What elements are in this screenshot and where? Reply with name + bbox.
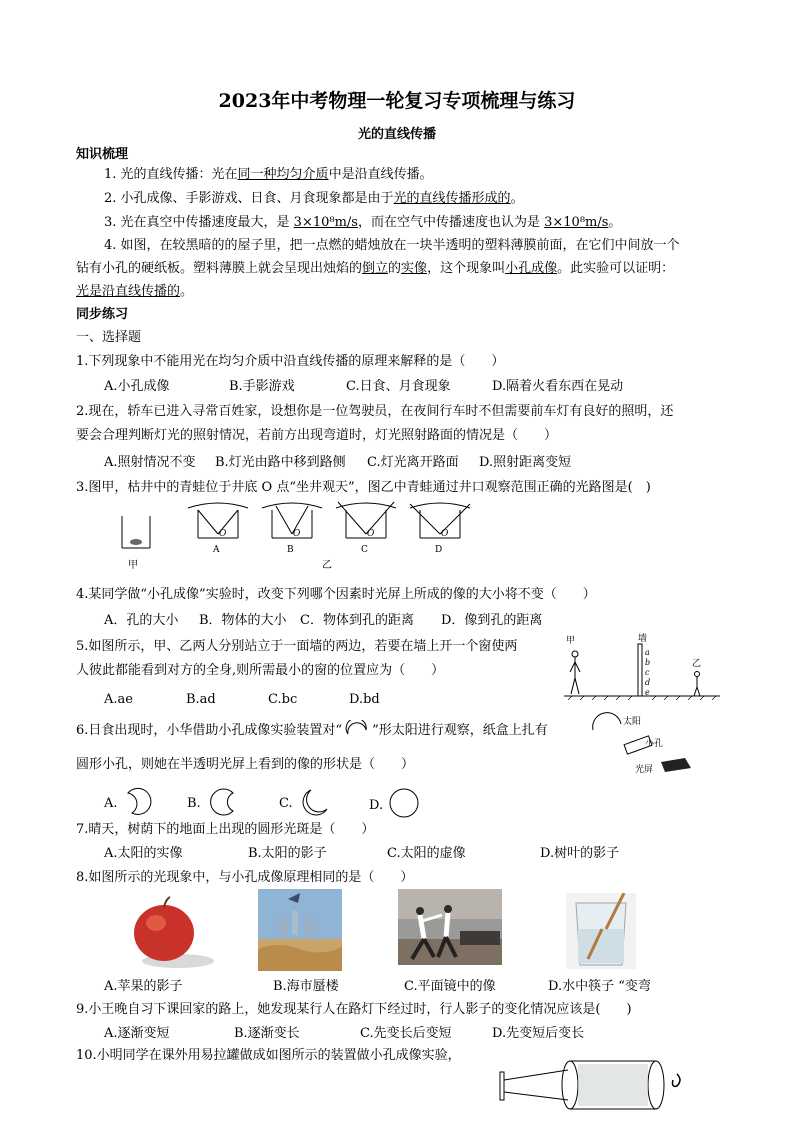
label-b: b	[645, 658, 651, 667]
q7-option-d[interactable]: D.树叶的影子	[540, 846, 620, 861]
question-1: 1.下列现象中不能用光在均匀介质中沿直线传播的原理来解释的是（ ）	[76, 354, 505, 369]
underlined-answer: 3×10⁸m/s	[293, 215, 358, 230]
underlined-answer: 倒立	[362, 261, 389, 276]
well-jia	[122, 516, 150, 571]
label-a: A	[213, 545, 220, 555]
crescent-left-icon	[122, 787, 156, 817]
page-title: 2023年中考物理一轮复习专项梳理与练习	[218, 90, 576, 112]
label-c: c	[645, 668, 650, 677]
q5-option-a[interactable]: A.ae	[104, 692, 133, 707]
q8-option-b[interactable]: B.海市蜃楼	[273, 979, 339, 994]
crescent-sun-icon	[342, 720, 372, 738]
mirror-photo	[398, 889, 502, 965]
q5-wall-diagram	[562, 632, 722, 702]
chopstick-in-water-photo	[566, 893, 636, 969]
question-8: 8.如图所示的光现象中，与小孔成像原理相同的是（ ）	[76, 870, 414, 885]
label-a: a	[645, 648, 650, 657]
text: 3. 光在真空中传播速度最大，是	[104, 215, 294, 230]
text: 2. 小孔成像、手影游戏、日食、月食现象都是由于	[104, 191, 394, 206]
question-7: 7.晴天，树荫下的地面上出现的圆形光斑是（ ）	[76, 822, 375, 837]
question-9: 9.小王晚自习下课回家的路上，她发现某行人在路灯下经过时，行人影子的变化情况应该是( )	[76, 1002, 632, 1017]
text: 6.日食出现时，小华借助小孔成像实验装置对“	[76, 723, 343, 738]
label-d: d	[645, 678, 651, 687]
knowledge-item-2	[104, 191, 524, 207]
q7-option-c[interactable]: C.太阳的虚像	[387, 846, 466, 861]
q6-apparatus-diagram	[585, 710, 700, 780]
text: 中是沿直线传播。	[328, 167, 433, 182]
label-yi: 乙	[322, 560, 332, 571]
label-jia: 甲	[566, 636, 576, 646]
q4-option-c[interactable]: C．物体到孔的距离	[300, 613, 414, 628]
q1-option-b[interactable]: B.手影游戏	[229, 379, 295, 394]
q2-option-a[interactable]: A.照射情况不变	[104, 455, 196, 470]
question-5-line2: 人彼此都能看到对方的全身,则所需最小的窗的位置应为（ ）	[76, 663, 445, 678]
well-b	[262, 503, 322, 555]
q5-option-c[interactable]: C.bc	[268, 692, 298, 707]
well-a	[188, 503, 248, 555]
text: ，而在空气中传播速度也认为是	[357, 215, 545, 230]
question-5-line1: 5.如图所示，甲、乙两人分别站立于一面墙的两边，若要在墙上开一个窗使两	[76, 639, 518, 654]
q6-option-b[interactable]	[187, 787, 239, 817]
well-c	[336, 502, 396, 555]
knowledge-heading: 知识梳理	[76, 147, 129, 162]
text: 。	[608, 215, 622, 230]
underlined-answer: 光是沿直线传播的	[76, 284, 181, 299]
knowledge-item-4-line1: 4. 如图，在较黑暗的的屋子里，把一点燃的蜡烛放在一块半透明的塑料薄膜前面，在它们中间放一个	[104, 238, 680, 253]
q9-option-b[interactable]: B.逐渐变长	[234, 1026, 300, 1041]
option-letter: B.	[187, 796, 201, 811]
q8-option-c[interactable]: C.平面镜中的像	[404, 979, 496, 994]
svg-text:O: O	[367, 529, 375, 539]
text: 1. 光的直线传播：光在	[104, 167, 238, 182]
label-hole: 小孔	[645, 739, 664, 749]
question-10: 10.小明同学在课外用易拉罐做成如图所示的装置做小孔成像实验，	[76, 1048, 461, 1063]
question-4: 4.某同学做“小孔成像”实验时，改变下列哪个因素时光屏上所成的像的大小将不变（ ）	[76, 587, 596, 602]
label-d: D	[435, 545, 443, 555]
q4-option-d[interactable]: D．像到孔的距离	[441, 613, 543, 628]
text: ，这个现象叫	[427, 261, 506, 276]
q7-option-b[interactable]: B.太阳的影子	[248, 846, 327, 861]
text: ”形太阳进行观察，纸盒上扎有	[372, 723, 548, 738]
q4-option-a[interactable]: A．孔的大小	[104, 613, 179, 628]
knowledge-item-3	[104, 215, 621, 231]
q8-option-a[interactable]: A.苹果的影子	[104, 979, 183, 994]
q6-option-a[interactable]	[104, 787, 156, 817]
text: 的	[388, 261, 402, 276]
option-letter: C.	[279, 796, 293, 811]
section-choice-heading: 一、选择题	[76, 330, 142, 345]
q6-option-c[interactable]	[279, 787, 331, 817]
q10-can-camera-diagram	[494, 1052, 694, 1114]
text: 。此实验可以证明：	[557, 261, 675, 276]
q2-option-c[interactable]: C.灯光离开路面	[367, 455, 459, 470]
knowledge-item-1	[104, 167, 433, 183]
underlined-answer: 3×10⁸m/s	[544, 215, 609, 230]
label-yi: 乙	[692, 659, 702, 669]
knowledge-item-4-line2	[76, 261, 674, 277]
q6-option-d[interactable]	[369, 787, 421, 819]
label-wall: 墙	[638, 634, 648, 644]
svg-text:O: O	[219, 529, 227, 539]
apple-shadow-photo	[118, 893, 220, 973]
label-c: C	[361, 545, 368, 555]
label-b: B	[287, 545, 294, 555]
page-subtitle: 光的直线传播	[357, 127, 436, 142]
option-letter: D.	[369, 798, 384, 813]
q7-option-a[interactable]: A.太阳的实像	[104, 846, 183, 861]
q9-option-d[interactable]: D.先变短后变长	[492, 1026, 585, 1041]
question-2-line1: 2.现在，轿车已进入寻常百姓家，设想你是一位驾驶员，在夜间行车时不但需要前车灯有良好的照明，还	[76, 404, 674, 419]
question-2-line2: 要会合理判断灯光的照射情况，若前方出现弯道时，灯光照射路面的情况是（ ）	[76, 428, 558, 443]
text: 。	[510, 191, 524, 206]
underlined-answer: 实像	[401, 261, 428, 276]
label-jia: 甲	[128, 560, 138, 571]
underlined-answer: 光的直线传播形成的	[393, 191, 511, 206]
q5-option-b[interactable]: B.ad	[186, 692, 216, 707]
text: 钻有小孔的硬纸板。塑料薄膜上就会呈现出烛焰的	[76, 261, 363, 276]
svg-text:O: O	[441, 529, 449, 539]
question-3: 3.图甲，枯井中的青蛙位于井底 O 点“坐井观天”，图乙中青蛙通过井口观察范围正确的光路图是( )	[76, 480, 651, 495]
q3-well-diagrams	[110, 500, 490, 572]
q5-option-d[interactable]: D.bd	[349, 692, 380, 707]
label-sun: 太阳	[623, 717, 642, 727]
q9-option-a[interactable]: A.逐渐变短	[104, 1026, 170, 1041]
svg-text:O: O	[293, 529, 301, 539]
q8-option-d[interactable]: D.水中筷子 “变弯	[548, 979, 651, 994]
label-e: e	[645, 688, 650, 697]
label-screen: 光屏	[635, 765, 654, 775]
crescent-right-icon	[205, 787, 239, 817]
question-6-line2: 圆形小孔，则她在半透明光屏上看到的像的形状是（ ）	[76, 757, 415, 772]
mirage-photo	[258, 889, 342, 971]
knowledge-item-4-line3	[76, 284, 193, 300]
crescent-moon-icon	[297, 787, 331, 817]
q1-option-d[interactable]: D.隔着火看东西在晃动	[492, 379, 624, 394]
q1-option-a[interactable]: A.小孔成像	[104, 379, 170, 394]
well-d	[410, 503, 470, 555]
practice-heading: 同步练习	[76, 307, 129, 322]
q9-option-c[interactable]: C.先变长后变短	[360, 1026, 452, 1041]
question-6-line1	[76, 720, 548, 739]
underlined-answer: 小孔成像	[505, 261, 558, 276]
text: 。	[180, 284, 194, 299]
option-letter: A.	[104, 796, 118, 811]
underlined-answer: 同一种均匀介质	[237, 167, 329, 182]
q2-option-d[interactable]: D.照射距离变短	[479, 455, 572, 470]
q4-option-b[interactable]: B．物体的大小	[199, 613, 287, 628]
full-circle-icon	[387, 787, 421, 819]
q1-option-c[interactable]: C.日食、月食现象	[346, 379, 451, 394]
q2-option-b[interactable]: B.灯光由路中移到路侧	[215, 455, 346, 470]
